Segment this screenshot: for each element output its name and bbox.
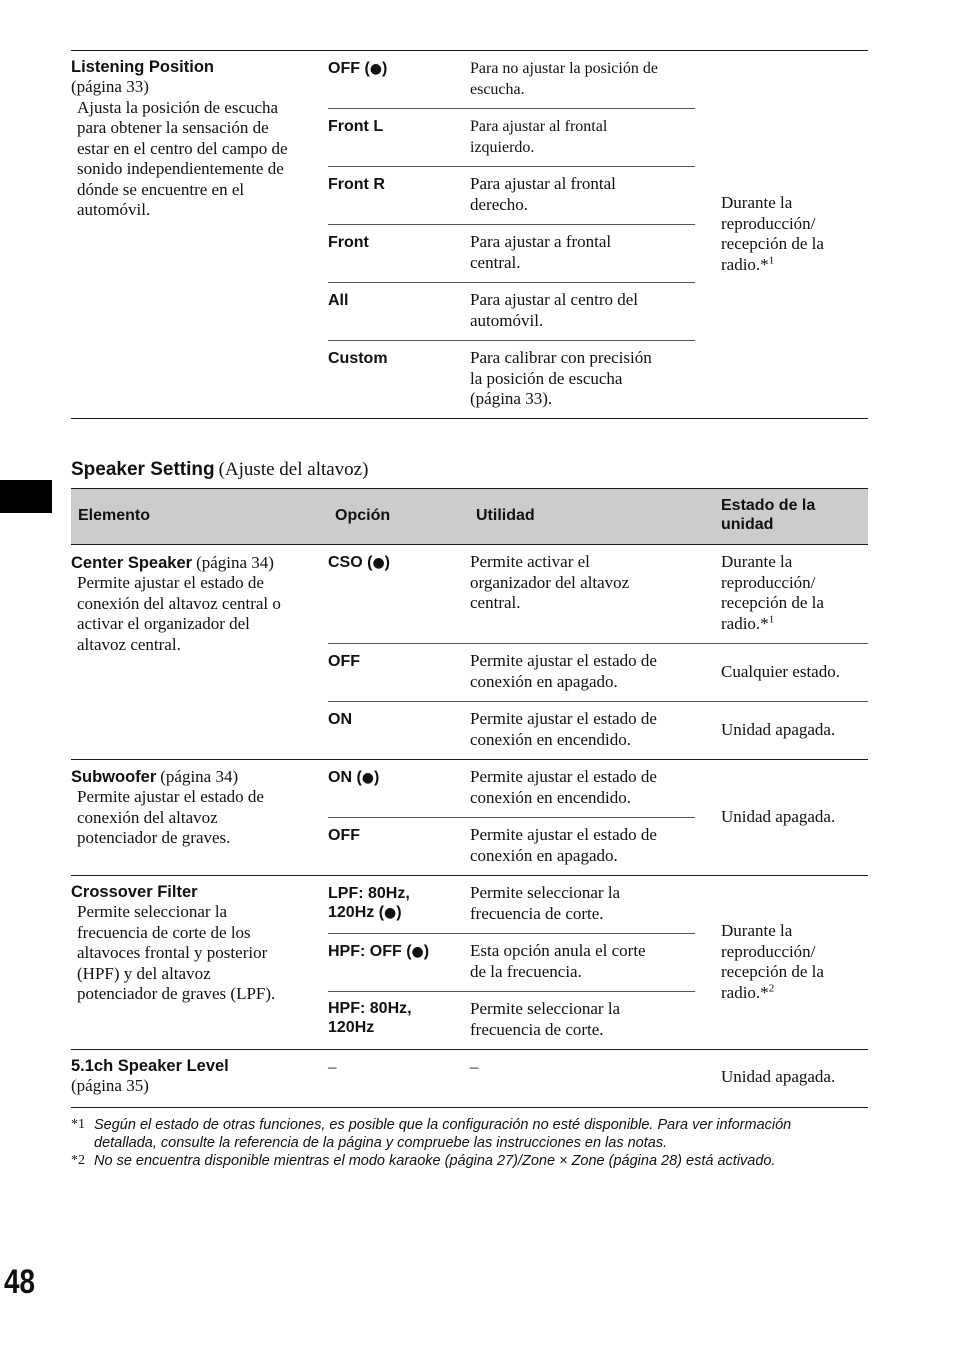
table1-top-rule bbox=[71, 50, 868, 51]
header-elemento: Elemento bbox=[78, 507, 151, 524]
footnote-2: No se encuentra disponible mientras el modo karaoke (página 27)/Zone × Zone (página 28) está activado. bbox=[94, 1153, 776, 1169]
row-divider bbox=[328, 166, 695, 167]
option-front: Front bbox=[328, 234, 369, 251]
option-custom: Custom bbox=[328, 350, 388, 367]
row-divider bbox=[328, 340, 695, 341]
state-subwoofer: Unidad apagada. bbox=[721, 807, 836, 826]
default-dot-icon: ● bbox=[369, 61, 382, 77]
utility-all: Para ajustar al centro del automóvil. bbox=[470, 290, 639, 330]
listening-position-desc: Ajusta la posición de escucha para obtener la sensación de estar en el centro del campo de sonido independientemente de dónde se encuentre en el automóvil. bbox=[77, 97, 288, 219]
listening-position-cell bbox=[71, 58, 321, 221]
option-front-l: Front L bbox=[328, 118, 384, 135]
utility-hpf: Permite seleccionar la frecuencia de corte. bbox=[470, 999, 621, 1039]
default-dot-icon: ● bbox=[384, 905, 397, 921]
subwoofer-desc: Permite ajustar el estado de conexión del altavoz potenciador de graves. bbox=[77, 787, 264, 847]
option-front-r: Front R bbox=[328, 176, 385, 193]
utility-center-off: Permite ajustar el estado de conexión en apagado. bbox=[470, 651, 657, 691]
utility-front-r: Para ajustar al frontal derecho. bbox=[470, 174, 616, 214]
utility-sub-off: Permite ajustar el estado de conexión en apagado. bbox=[470, 825, 657, 865]
utility-cso: Permite activar el organizador del altavoz central. bbox=[470, 552, 630, 612]
center-speaker-desc: Permite ajustar el estado de conexión del altavoz central o activar el organizador del altavoz central. bbox=[77, 573, 281, 654]
utility-front: Para ajustar a frontal central. bbox=[470, 232, 612, 272]
crossover-desc: Permite seleccionar la frecuencia de corte de los altavoces frontal y posterior (HPF) y del altavoz potenciador de graves (LPF). bbox=[77, 902, 276, 1003]
utility-off: Para no ajustar la posición de escucha. bbox=[470, 60, 658, 98]
default-dot-icon: ● bbox=[372, 555, 385, 571]
center-speaker-title: Center Speaker bbox=[71, 554, 193, 572]
option-hpf-off: HPF: OFF (●) bbox=[328, 943, 430, 960]
listening-position-state: Durante la reproducción/ recepción de la radio.*$^1$ bbox=[721, 193, 824, 274]
crossover-cell bbox=[71, 883, 321, 1005]
state-level: Unidad apagada. bbox=[721, 1067, 836, 1086]
center-speaker-cell: Center Speaker (página 34) Permite ajustar el estado de conexión del altavoz central o activar el organizador del altavoz central. bbox=[71, 553, 321, 655]
speaker-level-cell: 5.1ch Speaker Level (página 35) bbox=[71, 1057, 321, 1097]
utility-level: – bbox=[470, 1057, 479, 1076]
crossover-title: Crossover Filter bbox=[71, 883, 198, 901]
default-dot-icon: ● bbox=[411, 944, 424, 960]
footnote-1: Según el estado de otras funciones, es posible que la configuración no esté disponible. Para ver información detallada, consulte la referencia de la página y compruebe las instrucciones en las notas. bbox=[94, 1117, 792, 1151]
utility-hpf-off: Esta opción anula el corte de la frecuencia. bbox=[470, 941, 646, 981]
table1-bottom-rule bbox=[71, 418, 868, 419]
group-divider bbox=[71, 759, 868, 760]
row-divider bbox=[328, 643, 868, 644]
utility-lpf: Permite seleccionar la frecuencia de corte. bbox=[470, 883, 621, 923]
row-divider bbox=[328, 108, 695, 109]
section-tab-marker bbox=[0, 480, 52, 513]
header-utilidad: Utilidad bbox=[476, 507, 535, 524]
option-hpf: HPF: 80Hz, 120Hz bbox=[328, 1000, 412, 1036]
state-cso: Durante la reproducción/ recepción de la radio.*$^1$ bbox=[721, 552, 824, 633]
state-crossover: Durante la reproducción/ recepción de la radio.*$^2$ bbox=[721, 921, 824, 1002]
row-divider bbox=[328, 991, 695, 992]
row-divider bbox=[328, 933, 695, 934]
listening-position-title: Listening Position bbox=[71, 58, 214, 76]
utility-sub-on: Permite ajustar el estado de conexión en encendido. bbox=[470, 767, 657, 807]
option-lpf: LPF: 80Hz, 120Hz (●) bbox=[328, 885, 410, 921]
row-divider bbox=[328, 224, 695, 225]
utility-center-on: Permite ajustar el estado de conexión en encendido. bbox=[470, 709, 657, 749]
speaker-level-title: 5.1ch Speaker Level bbox=[71, 1057, 229, 1075]
footnote-mark-1: *1 bbox=[71, 1117, 85, 1132]
row-divider bbox=[328, 701, 868, 702]
state-center-on: Unidad apagada. bbox=[721, 720, 836, 739]
option-off: OFF (●) bbox=[328, 60, 388, 77]
table2-bottom-rule bbox=[71, 1107, 868, 1108]
subwoofer-title: Subwoofer bbox=[71, 768, 157, 786]
page-number: 48 bbox=[4, 1263, 36, 1301]
utility-custom: Para calibrar con precisión la posición de escucha (página 33). bbox=[470, 348, 652, 408]
option-center-on: ON bbox=[328, 711, 352, 728]
option-level: – bbox=[328, 1057, 337, 1076]
state-center-off: Cualquier estado. bbox=[721, 662, 840, 681]
group-divider bbox=[71, 875, 868, 876]
group-divider bbox=[71, 1049, 868, 1050]
option-cso: CSO (●) bbox=[328, 554, 390, 571]
row-divider bbox=[328, 817, 695, 818]
default-dot-icon: ● bbox=[361, 770, 374, 786]
footnote-mark-2: *2 bbox=[71, 1153, 85, 1168]
row-divider bbox=[328, 282, 695, 283]
option-sub-on: ON (●) bbox=[328, 769, 380, 786]
utility-front-l: Para ajustar al frontal izquierdo. bbox=[470, 118, 608, 156]
section-title: Speaker Setting (Ajuste del altavoz) bbox=[71, 459, 369, 480]
option-all: All bbox=[328, 292, 349, 309]
header-estado: Estado de la unidad bbox=[721, 497, 816, 533]
option-sub-off: OFF bbox=[328, 827, 360, 844]
header-opcion: Opción bbox=[335, 507, 391, 524]
option-center-off: OFF bbox=[328, 653, 360, 670]
listening-position-page-ref: (página 33) bbox=[71, 77, 149, 96]
subwoofer-cell: Subwoofer (página 34) Permite ajustar el estado de conexión del altavoz potenciador de graves. bbox=[71, 767, 321, 849]
